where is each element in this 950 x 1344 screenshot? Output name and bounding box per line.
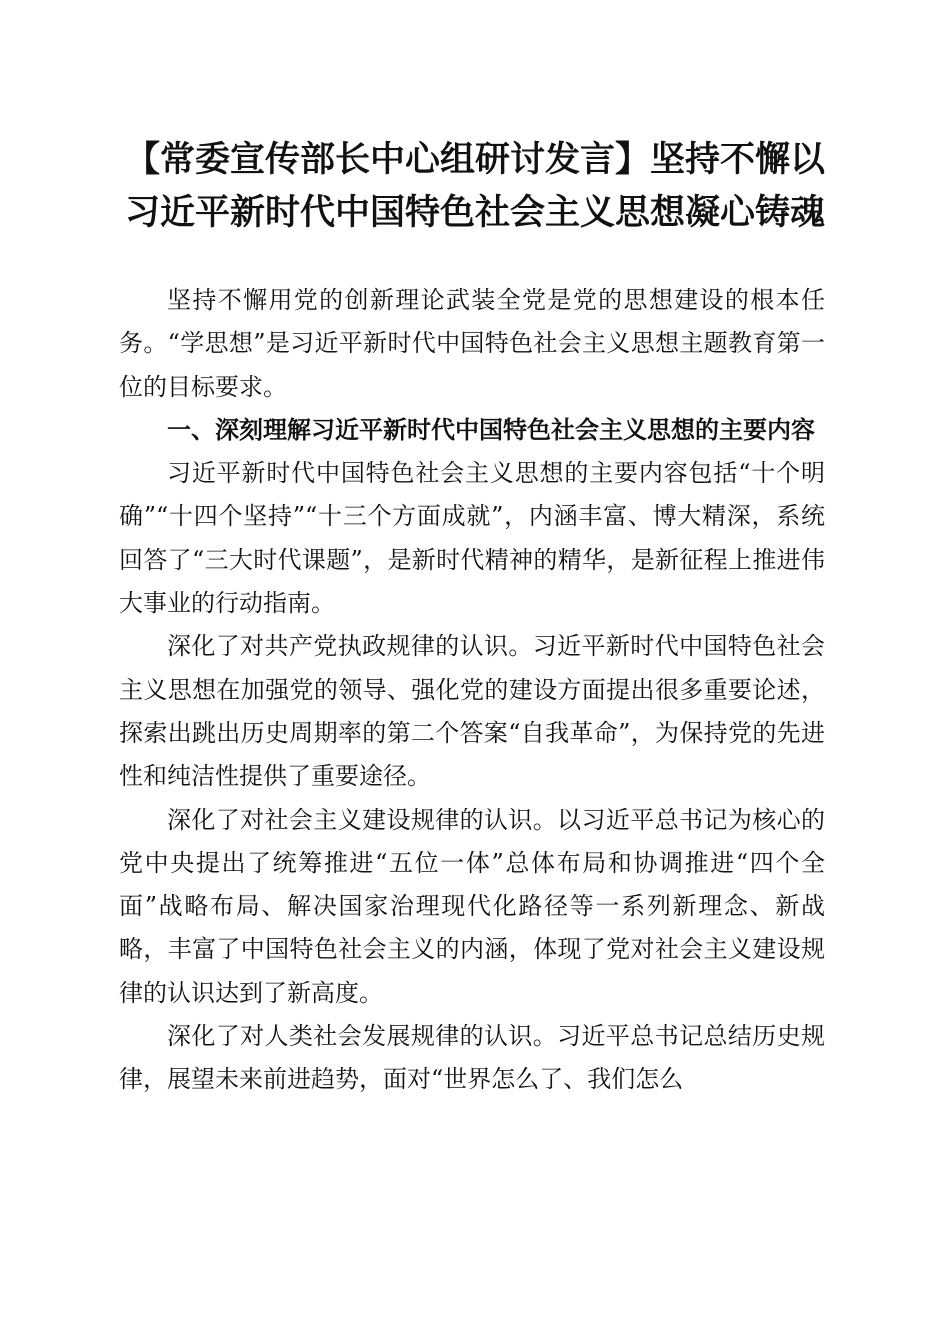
body-paragraph: 深化了对社会主义建设规律的认识。以习近平总书记为核心的党中央提出了统筹推进“五位一体”总体布局和协调推进“四个全面”战略布局、解决国家治理现代化路径等一系列新理念、新战略，丰富了中国特色社会主义的内涵，体现了党对社会主义建设规律的认识达到了新高度。 — [119, 805, 825, 1007]
body-paragraph: 习近平新时代中国特色社会主义思想的主要内容包括“十个明确”“十四个坚持”“十三个方面成就”，内涵丰富、博大精深，系统回答了“三大时代课题”，是新时代精神的精华，是新征程上推进伟大事业的行动指南。 — [119, 459, 825, 618]
intro-paragraph: 坚持不懈用党的创新理论武装全党是党的思想建设的根本任务。“学思想”是习近平新时代中国特色社会主义思想主题教育第一位的目标要求。 — [119, 286, 825, 401]
section-heading: 一、深刻理解习近平新时代中国特色社会主义思想的主要内容 — [167, 415, 815, 444]
title-line-2: 习近平新时代中国特色社会主义思想凝心铸魂 — [124, 193, 825, 233]
document-title — [100, 134, 850, 240]
document-body — [119, 279, 825, 1102]
body-paragraph: 深化了对共产党执政规律的认识。习近平新时代中国特色社会主义思想在加强党的领导、强化党的建设方面提出很多重要论述，探索出跳出历史周期率的第二个答案“自我革命”，为保持党的先进性和纯洁性提供了重要途径。 — [119, 632, 825, 791]
title-line-1: 【常委宣传部长中心组研讨发言】坚持不懈以 — [124, 140, 825, 180]
body-paragraph: 深化了对人类社会发展规律的认识。习近平总书记总结历史规律，展望未来前进趋势，面对“世界怎么了、我们怎么 — [119, 1022, 825, 1094]
